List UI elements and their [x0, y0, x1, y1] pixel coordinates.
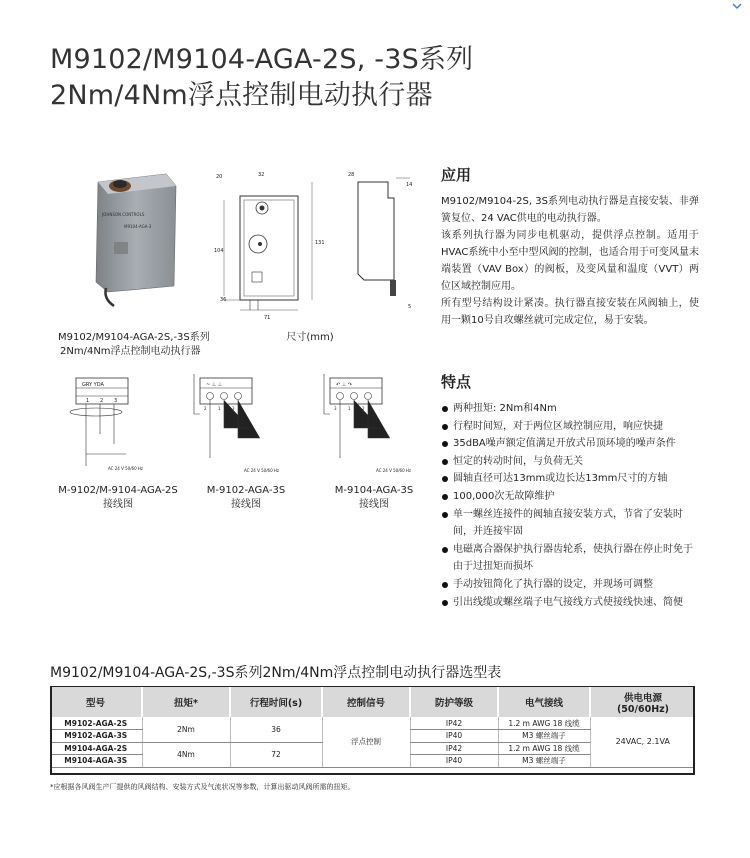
feature-item: 两种扭矩: 2Nm和4Nm — [441, 400, 699, 418]
feature-item: 手动按钮简化了执行器的设定，并现场可调整 — [441, 576, 699, 594]
cell-torque: 2Nm — [142, 717, 230, 742]
photo-brand-mark: JOHNSON CONTROLS — [102, 212, 145, 217]
application-paragraph-3: 所有型号结构设计紧凑。执行器直接安装在风阀轴上，使用一颗10号自攻螺丝就可完成定位，易于安装。 — [441, 298, 699, 326]
cell-model: M9104-AGA-3S — [50, 755, 142, 768]
application-paragraph-2: 该系列执行器为同步电机驱动，提供浮点控制。适用于HVAC系统中小至中型风阀的控制，也适合用于可变风量末端装置（VAV Box）的阀板，及变风量和温度（VVT）两位区域控制应用。 — [441, 230, 699, 292]
wiring2-t3: 3 — [232, 406, 235, 411]
page-title-line1: M9102/M9104-AGA-2S, -3S系列 — [50, 44, 474, 75]
th-torque: 扭矩* — [142, 687, 230, 717]
wiring1-header: GRY YDA — [82, 382, 104, 388]
wiring1-caption-line2: 接线图 — [103, 499, 133, 510]
wiring3-caption-line2: 接线图 — [359, 499, 389, 510]
th-power-line1: 供电电源 — [623, 692, 662, 704]
corner-arrow-icon — [732, 2, 742, 10]
cell-model: M9102-AGA-3S — [50, 730, 142, 743]
wiring2-supply: AC 24 V 50/60 Hz — [244, 468, 280, 473]
wiring1-t2: 2 — [100, 398, 104, 404]
cell-protection: IP42 — [410, 717, 498, 730]
selection-table — [50, 687, 695, 768]
dim-label-top: 20 — [216, 174, 223, 180]
wiring-diagram-1 — [66, 374, 170, 480]
th-time: 行程时间(s) — [230, 687, 322, 717]
dimension-drawing-front — [210, 168, 330, 328]
wiring2-caption-line2: 接线图 — [231, 499, 261, 510]
th-model: 型号 — [50, 687, 142, 717]
wiring3-caption-line1: M-9104-AGA-3S — [334, 485, 414, 496]
application-paragraph-1: M9102/M9104-2S, 3S系列电动执行器是直接安装、非弹簧复位、24 VAC供电的电动执行器。 — [441, 196, 699, 224]
cell-model: M9104-AGA-2S — [50, 742, 142, 755]
page-title-line2: 2Nm/4Nm浮点控制电动执行器 — [50, 80, 433, 111]
features-section — [441, 371, 699, 611]
photo-caption-line2: 2Nm/4Nm浮点控制电动执行器 — [60, 346, 201, 357]
cell-torque: 4Nm — [142, 742, 230, 767]
cell-wiring: 1.2 m AWG 18 线缆 — [498, 742, 590, 755]
cell-protection: IP42 — [410, 742, 498, 755]
cell-power: 24VAC, 2.1VA — [590, 717, 695, 767]
feature-item: 100,000次无故障维护 — [441, 488, 699, 506]
cell-time: 36 — [230, 717, 322, 742]
wiring3-header: ↶ ⊥ ↷ — [336, 382, 352, 388]
table-title: M9102/M9104-AGA-2S,-3S系列2Nm/4Nm浮点控制电动执行器选型表 — [50, 665, 502, 681]
wiring1-t1: 1 — [86, 398, 90, 404]
dim-label-bottom-mid: 71 — [264, 315, 271, 321]
wiring1-supply: AC 24 V 50/60 Hz — [108, 466, 144, 471]
side-label-top-right: 14 — [406, 182, 413, 188]
wiring1-t3: 3 — [114, 398, 118, 404]
application-section — [441, 164, 699, 329]
cell-wiring: M3 螺丝端子 — [498, 755, 590, 768]
cell-protection: IP40 — [410, 755, 498, 768]
feature-item: 圆轴直径可达13mm或边长达13mm尺寸的方轴 — [441, 470, 699, 488]
wiring3-t2: 1 — [348, 406, 351, 411]
cell-wiring: M3 螺丝端子 — [498, 730, 590, 743]
table-footnote: *应根据各风阀生产厂提供的风阀结构、安装方式及气流状况等参数，计算出驱动风阀所需的扭矩。 — [50, 783, 355, 791]
feature-item: 引出线缆或螺丝端子电气接线方式使接线快速、简便 — [441, 594, 699, 612]
cell-model: M9102-AGA-2S — [50, 717, 142, 730]
product-photo — [84, 168, 184, 308]
th-power — [590, 687, 695, 717]
cell-wiring: 1.2 m AWG 18 线缆 — [498, 717, 590, 730]
wiring3-t3: 2 — [362, 406, 365, 411]
photo-model-mark: M9104-AGA-3 — [124, 224, 152, 229]
side-label-top-left: 28 — [348, 172, 355, 178]
feature-item: 行程时间短，对于两位区域控制应用，响应快捷 — [441, 418, 699, 436]
features-list — [441, 400, 699, 611]
feature-item: 恒定的转动时间，与负荷无关 — [441, 453, 699, 471]
features-heading: 特点 — [441, 373, 472, 391]
cell-control: 浮点控制 — [322, 717, 410, 767]
photo-caption-line1: M9102/M9104-AGA-2S,-3S系列 — [58, 332, 210, 343]
th-protection: 防护等级 — [410, 687, 498, 717]
th-control: 控制信号 — [322, 687, 410, 717]
feature-item: 35dBA噪声额定值满足开放式吊顶环境的噪声条件 — [441, 435, 699, 453]
dim-label-height-left: 104 — [214, 248, 224, 254]
wiring2-t1: 2 — [204, 406, 207, 411]
dim-label-top-mid: 32 — [258, 172, 265, 178]
page-title — [50, 42, 473, 114]
dim-label-height-right: 131 — [315, 240, 325, 246]
feature-item: 电磁离合器保护执行器齿轮系，使执行器在停止时免于由于过扭矩而损坏 — [441, 541, 699, 576]
dimension-drawing-side — [340, 168, 425, 328]
side-label-bottom: 5 — [408, 304, 412, 310]
feature-item: 单一螺丝连接件的阀轴直接安装方式，节省了安装时间，并连接牢固 — [441, 506, 699, 541]
wiring2-caption-line1: M-9102-AGA-3S — [206, 485, 286, 496]
wiring3-supply: AC 24 V 50/60 Hz — [376, 468, 412, 473]
table-row — [50, 717, 695, 730]
wiring2-t2: 1 — [218, 406, 221, 411]
th-power-line2: (50/60Hz) — [616, 703, 670, 715]
dimension-caption: 尺寸(mm) — [286, 332, 334, 343]
wiring2-header: ~ ⊥ ⊥ — [206, 382, 223, 388]
dim-label-bottom-left: 36 — [220, 297, 227, 303]
th-wiring: 电气接线 — [498, 687, 590, 717]
wiring3-t1: 3 — [334, 406, 337, 411]
wiring1-caption-line1: M-9102/M-9104-AGA-2S — [58, 485, 178, 496]
wiring-diagram-3 — [320, 374, 430, 480]
application-heading: 应用 — [441, 166, 472, 184]
cell-protection: IP40 — [410, 730, 498, 743]
cell-time: 72 — [230, 742, 322, 767]
wiring-diagram-2 — [190, 374, 294, 480]
